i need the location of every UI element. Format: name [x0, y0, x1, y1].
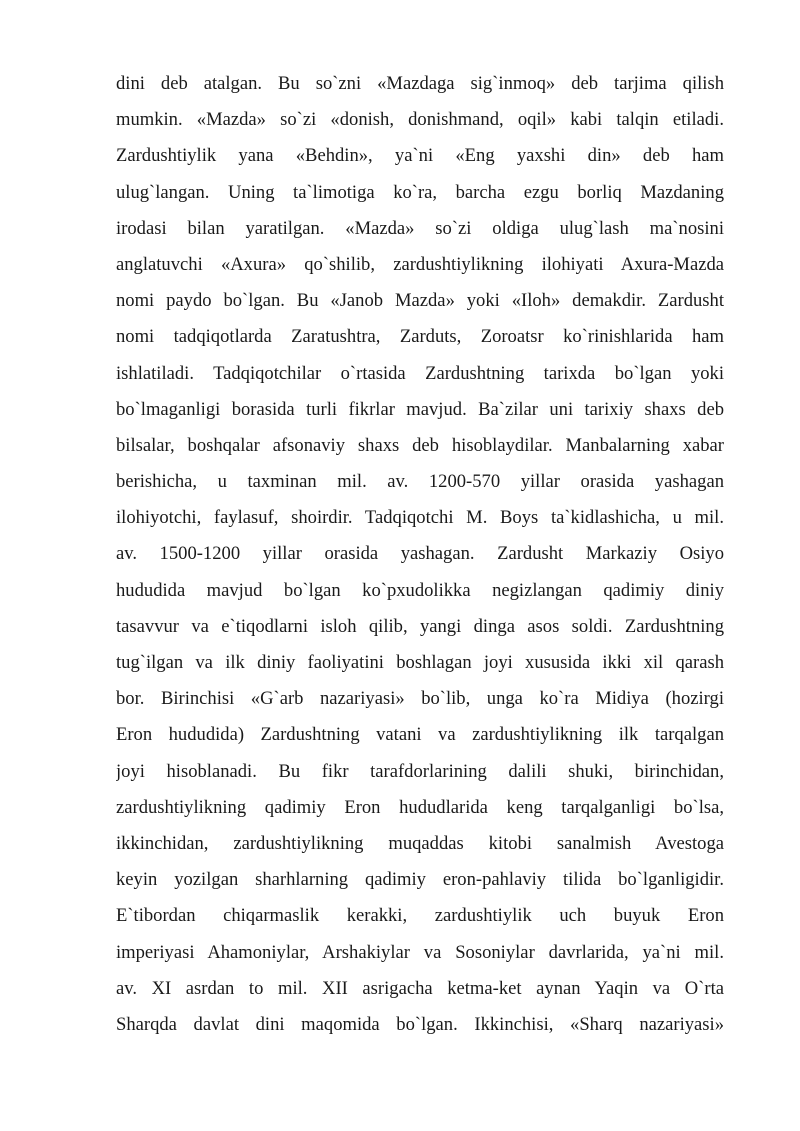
text-line: mumkin. «Mazda» so`zi «donish, donishmand, oqil» kabi talqin etiladi. — [116, 109, 724, 131]
text-line: irodasi bilan yaratilgan. «Mazda» so`zi oldiga ulug`lash ma`nosini — [116, 217, 724, 239]
text-line: tug`ilgan va ilk diniy faoliyatini boshlagan joyi xususida ikki xil qarash — [116, 652, 724, 673]
text-line: keyin yozilgan sharhlarning qadimiy eron-pahlaviy tilida bo`lganligidir. — [116, 869, 724, 891]
text-line: anglatuvchi «Axura» qo`shilib, zardushtiylikning ilohiyati Axura-Mazda — [116, 253, 724, 275]
text-line: nomi paydo bo`lgan. Bu «Janob Mazda» yoki «Iloh» demakdir. Zardusht — [116, 290, 724, 312]
text-line: tasavvur va e`tiqodlarni isloh qilib, yangi dinga asos soldi. Zardushtning — [116, 615, 724, 637]
text-line: nomi tadqiqotlarda Zaratushtra, Zarduts, Zoroatsr ko`rinishlarida ham — [116, 326, 724, 348]
text-line: Sharqda davlat dini maqomida bo`lgan. Ikkinchisi, «Sharq nazariyasi» — [116, 1013, 724, 1035]
text-line: E`tibordan chiqarmaslik kerakki, zardushtiylik uch buyuk Eron — [116, 905, 724, 927]
text-line: berishicha, u taxminan mil. av. 1200-570 yillar orasida yashagan — [116, 471, 724, 493]
text-line: bilsalar, boshqalar afsonaviy shaxs deb hisoblaydilar. Manbalarning xabar — [116, 434, 724, 456]
text-line: ilohiyotchi, faylasuf, shoirdir. Tadqiqotchi M. Boys ta`kidlashicha, u mil. — [116, 507, 724, 529]
document-page — [116, 66, 724, 1043]
text-line: bor. Birinchisi «G`arb nazariyasi» bo`lib, unga ko`ra Midiya (hozirgi — [116, 688, 724, 710]
text-line: imperiyasi Ahamoniylar, Arshakiylar va Sosoniylar davrlarida, ya`ni mil. — [116, 941, 724, 963]
text-line: av. 1500-1200 yillar orasida yashagan. Zardusht Markaziy Osiyo — [116, 543, 724, 565]
text-line: joyi hisoblanadi. Bu fikr tarafdorlarining dalili shuki, birinchidan, — [116, 760, 724, 782]
text-line: dini deb atalgan. Bu so`zni «Mazdaga sig`inmoq» deb tarjima qilish — [116, 73, 724, 94]
text-line: hududida mavjud bo`lgan ko`pxudolikka negizlangan qadimiy diniy — [116, 579, 724, 601]
text-line: ikkinchidan, zardushtiylikning muqaddas kitobi sanalmish Avestoga — [116, 832, 724, 854]
text-line: Eron hududida) Zardushtning vatani va zardushtiylikning ilk tarqalgan — [116, 724, 724, 746]
text-line: ishlatiladi. Tadqiqotchilar o`rtasida Zardushtning tarixda bo`lgan yoki — [116, 362, 724, 384]
text-line: bo`lmaganligi borasida turli fikrlar mavjud. Ba`zilar uni tarixiy shaxs deb — [116, 398, 724, 420]
text-line: av. XI asrdan to mil. XII asrigacha ketma-ket aynan Yaqin va O`rta — [116, 977, 724, 999]
text-line: Zardushtiylik yana «Behdin», ya`ni «Eng yaxshi din» deb ham — [116, 145, 724, 167]
text-line: zardushtiylikning qadimiy Eron hududlarida keng tarqalganligi bo`lsa, — [116, 796, 724, 818]
text-line: ulug`langan. Uning ta`limotiga ko`ra, barcha ezgu borliq Mazdaning — [116, 181, 724, 203]
